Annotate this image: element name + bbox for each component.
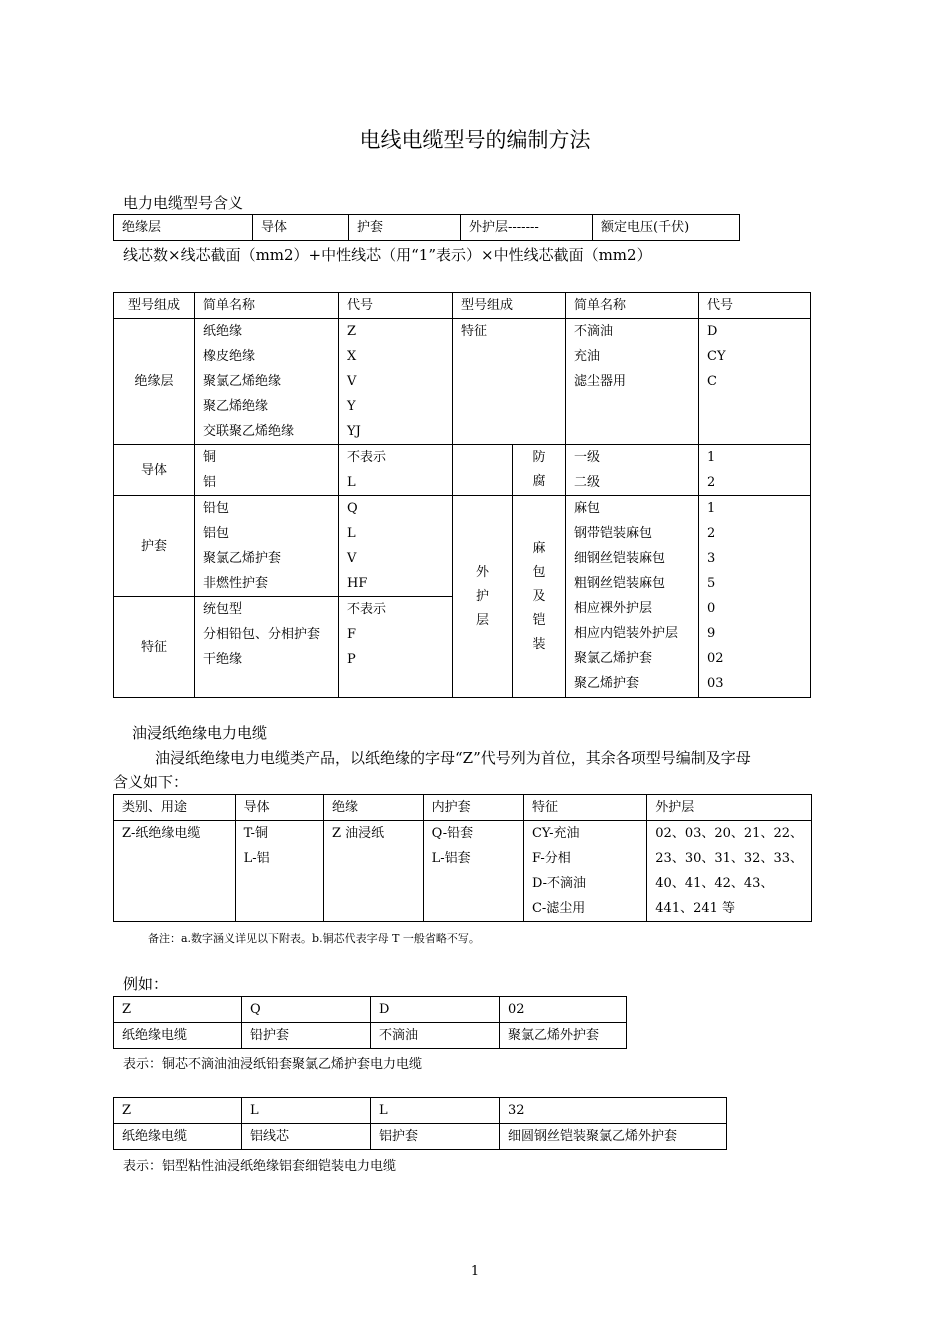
list-item: 1	[707, 450, 716, 465]
col-header: 导体	[235, 795, 323, 821]
example1-meaning: 表示：铜芯不滴油油浸纸铅套聚氯乙烯护套电力电缆	[123, 1057, 423, 1072]
code-cell: L	[242, 1098, 371, 1124]
list-item: C-滤尘用	[531, 901, 586, 916]
list-item: F	[347, 627, 357, 642]
anticorrosion-names	[566, 445, 699, 496]
conductor-codes	[339, 445, 453, 496]
code-cell: Z	[114, 1098, 242, 1124]
list-item: 不表示	[347, 450, 387, 465]
list-item: 铝	[203, 475, 217, 490]
list-item: Q-铅套	[431, 826, 474, 841]
feature-right-codes	[699, 319, 811, 445]
name-cell: 铝护套	[371, 1124, 500, 1150]
header-cell: 护套	[349, 215, 461, 241]
category-cell	[114, 821, 236, 922]
feature-left-names	[195, 597, 339, 698]
group-feature-right: 特征	[453, 319, 566, 445]
list-item: 细钢丝铠装麻包	[574, 551, 666, 566]
list-item: 分相铅包、分相护套	[203, 627, 321, 642]
page-number: 1	[470, 1264, 480, 1279]
code-cell: D	[371, 997, 500, 1023]
list-item: 滤尘器用	[574, 374, 627, 389]
col-header: 类别、用途	[114, 795, 236, 821]
armour-label	[513, 496, 566, 698]
list-item: D	[707, 324, 718, 339]
list-item: 23、30、31、32、33、	[655, 851, 803, 866]
list-item: L	[347, 526, 356, 541]
name-cell: 铝线芯	[242, 1124, 371, 1150]
list-item: Y	[347, 399, 356, 414]
example1-table	[113, 996, 627, 1049]
list-item: 一级	[574, 450, 601, 465]
list-item: P	[347, 652, 356, 667]
label-char: 防	[532, 450, 546, 465]
list-item: 不滴油	[574, 324, 614, 339]
list-item: L-铝套	[431, 851, 471, 866]
list-item: 钢带铠装麻包	[574, 526, 653, 541]
inner-sheath-cell	[423, 821, 523, 922]
list-item: F-分相	[531, 851, 571, 866]
name-cell: 纸绝缘电缆	[114, 1124, 242, 1150]
conductor-names	[195, 445, 339, 496]
list-item: 聚氯乙烯护套	[574, 651, 653, 666]
col-header: 型号组成	[114, 293, 195, 319]
list-item: 麻包	[574, 501, 601, 516]
list-item: 粗钢丝铠装麻包	[574, 576, 666, 591]
list-item: 40、41、42、43、	[655, 876, 774, 891]
list-item: 聚乙烯绝缘	[203, 399, 269, 414]
oil-paper-table	[113, 794, 812, 922]
list-item: 02、03、20、21、22、	[655, 826, 803, 841]
outer-names	[566, 496, 699, 698]
feature-cell	[523, 821, 646, 922]
list-item: CY	[707, 349, 726, 364]
label-char: 护	[475, 588, 489, 604]
code-meaning-table	[113, 292, 811, 698]
label-char: 装	[532, 636, 546, 652]
name-cell: 不滴油	[371, 1023, 500, 1049]
col-header: 代号	[339, 293, 453, 319]
header-cell: 导体	[253, 215, 349, 241]
list-item: 充油	[574, 349, 601, 364]
label-char: 腐	[532, 474, 546, 489]
list-item: X	[347, 349, 357, 364]
note-text: 备注：a.数字涵义详见以下附表。b.铜芯代表字母 T 一般省略不写。	[148, 932, 480, 945]
list-item: T-铜	[243, 826, 269, 841]
list-item: 非燃性护套	[203, 576, 269, 591]
col-header: 型号组成	[453, 293, 566, 319]
list-item: 交联聚乙烯绝缘	[203, 424, 295, 439]
label-char: 包	[532, 564, 546, 580]
name-cell: 纸绝缘电缆	[114, 1023, 242, 1049]
list-item: V	[347, 374, 357, 389]
page-title: 电线电缆型号的编制方法	[359, 128, 591, 152]
list-item: Q	[347, 501, 358, 516]
code-cell: L	[371, 1098, 500, 1124]
label-char: 及	[532, 588, 546, 604]
feature-right-names	[566, 319, 699, 445]
anticorrosion-label	[513, 445, 566, 496]
list-item: 02	[707, 651, 724, 666]
list-item: L	[347, 475, 356, 490]
code-cell: Q	[242, 997, 371, 1023]
list-item: 03	[707, 676, 724, 691]
formula-text: 线芯数×线芯截面（mm2）+中性线芯（用“1”表示）×中性线芯截面（mm2）	[123, 246, 652, 264]
list-item: 铜	[203, 450, 217, 465]
list-item: 二级	[574, 475, 601, 490]
list-item: YJ	[347, 424, 361, 439]
model-structure-table	[113, 214, 740, 241]
list-item: D-不滴油	[531, 876, 587, 891]
example2-table	[113, 1097, 727, 1150]
list-item: 聚氯乙烯护套	[203, 551, 282, 566]
group-conductor: 导体	[114, 445, 195, 496]
code-cell: 02	[500, 997, 627, 1023]
name-cell: 细圆钢丝铠装聚氯乙烯外护套	[500, 1124, 727, 1150]
code-cell: Z	[114, 997, 242, 1023]
list-item: 2	[707, 475, 716, 490]
outer-layer-cell	[647, 821, 812, 922]
section-heading-oil-paper: 油浸纸绝缘电力电缆	[132, 724, 268, 742]
list-item: 相应内铠装外护层	[574, 626, 679, 641]
col-header: 代号	[699, 293, 811, 319]
list-item: 橡皮绝缘	[203, 349, 256, 364]
list-item: 聚乙烯护套	[574, 676, 640, 691]
list-item: 纸绝缘	[203, 324, 243, 339]
list-item: Z-纸绝缘电缆	[122, 826, 201, 841]
col-header: 简单名称	[566, 293, 699, 319]
list-item: L-铝	[243, 851, 270, 866]
col-header: 内护套	[423, 795, 523, 821]
list-item: 聚氯乙烯绝缘	[203, 374, 282, 389]
header-cell: 绝缘层	[114, 215, 253, 241]
list-item: 铝包	[203, 526, 230, 541]
list-item: 441、241 等	[655, 901, 736, 916]
list-item: 0	[707, 601, 716, 616]
list-item: 干绝缘	[203, 652, 243, 667]
group-sheath: 护套	[114, 496, 195, 597]
insulation-cell	[323, 821, 423, 922]
col-header: 绝缘	[323, 795, 423, 821]
list-item: CY-充油	[531, 826, 580, 841]
conductor-cell	[235, 821, 323, 922]
col-header: 特征	[523, 795, 646, 821]
label-char: 铠	[532, 612, 546, 628]
examples-heading: 例如：	[123, 975, 169, 993]
list-item: 不表示	[347, 602, 387, 617]
list-item: 1	[707, 501, 716, 516]
list-item: C	[707, 374, 717, 389]
code-cell: 32	[500, 1098, 727, 1124]
col-header: 简单名称	[195, 293, 339, 319]
list-item: Z 油浸纸	[331, 826, 385, 841]
feature-left-codes	[339, 597, 453, 698]
label-char: 麻	[532, 540, 546, 556]
outer-layer-label	[453, 496, 513, 698]
outer-codes	[699, 496, 811, 698]
list-item: HF	[347, 576, 368, 591]
label-char: 外	[475, 564, 489, 580]
group-feature-left: 特征	[114, 597, 195, 698]
section-heading-power-cable: 电力电缆型号含义	[123, 194, 244, 212]
sheath-names	[195, 496, 339, 597]
paragraph-line: 油浸纸绝缘电力电缆类产品，以纸绝缘的字母“Z”代号列为首位，其余各项型号编制及字母	[155, 749, 751, 767]
label-char: 层	[475, 612, 489, 628]
list-item: 铅包	[203, 501, 230, 516]
name-cell: 聚氯乙烯外护套	[500, 1023, 627, 1049]
sheath-codes	[339, 496, 453, 597]
header-cell: 额定电压(千伏)	[593, 215, 740, 241]
list-item: 9	[707, 626, 716, 641]
name-cell: 铅护套	[242, 1023, 371, 1049]
list-item: 相应裸外护层	[574, 601, 653, 616]
group-insulation: 绝缘层	[114, 319, 195, 445]
anticorrosion-codes	[699, 445, 811, 496]
empty-cell	[453, 445, 513, 496]
list-item: Z	[347, 324, 357, 339]
example2-meaning: 表示：铝型粘性油浸纸绝缘铝套细铠装电力电缆	[123, 1159, 397, 1174]
header-cell: 外护层-------	[461, 215, 593, 241]
paragraph-line: 含义如下：	[113, 773, 189, 791]
list-item: 3	[707, 551, 716, 566]
insulation-codes	[339, 319, 453, 445]
list-item: 统包型	[203, 602, 243, 617]
list-item: 2	[707, 526, 716, 541]
list-item: 5	[707, 576, 716, 591]
list-item: V	[347, 551, 357, 566]
insulation-names	[195, 319, 339, 445]
col-header: 外护层	[647, 795, 812, 821]
